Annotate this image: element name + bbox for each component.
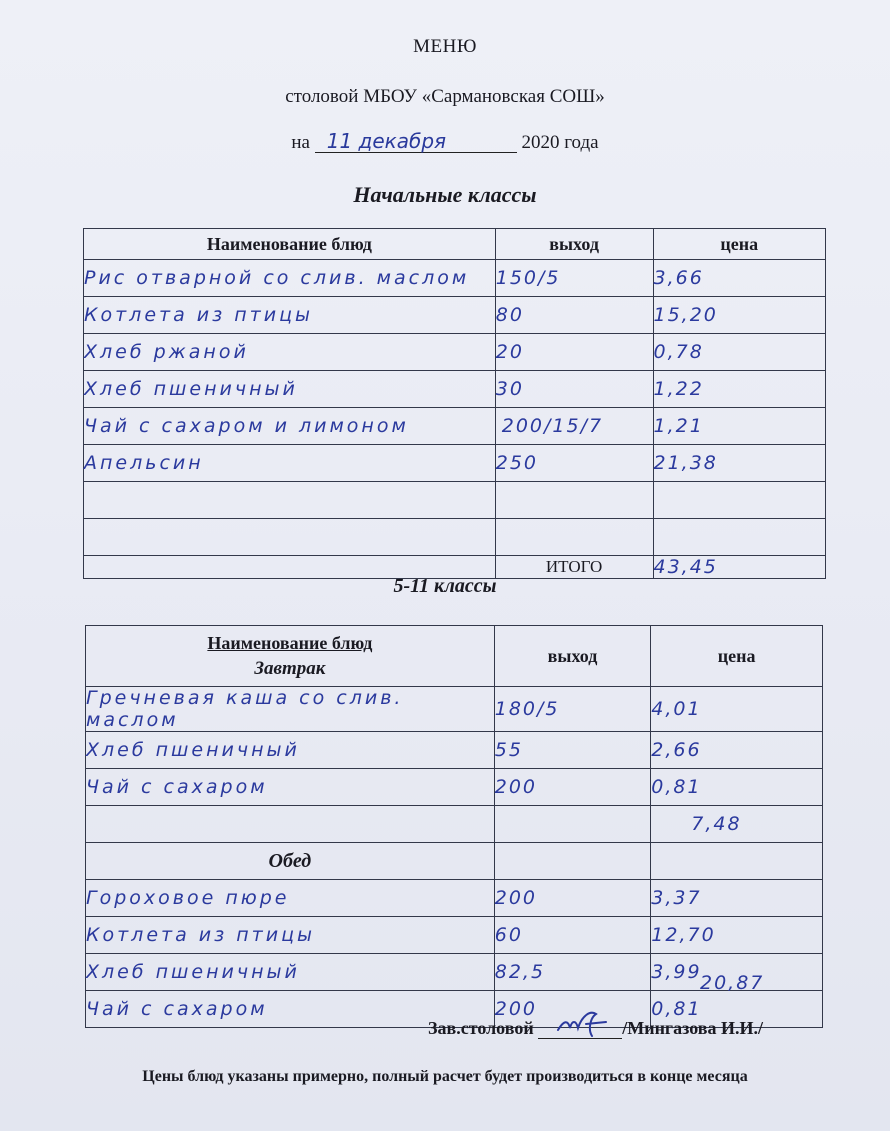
dish-output: 200 xyxy=(494,991,651,1028)
dish-price: 0,81 xyxy=(651,991,823,1028)
menu-table-primary xyxy=(83,228,826,579)
dish-output: 200 xyxy=(494,769,651,806)
table-row xyxy=(86,880,823,917)
dish-name xyxy=(84,482,496,519)
dish-output: 80 xyxy=(495,297,653,334)
column-header-output: выход xyxy=(494,626,651,687)
dish-output: 200 xyxy=(494,880,651,917)
table-row xyxy=(84,519,826,556)
dish-output: 55 xyxy=(494,732,651,769)
handwritten-date: 11 декабря xyxy=(315,130,517,153)
dish-price: 3,99 xyxy=(651,954,823,991)
dish-name: Гречневая каша со слив. маслом xyxy=(86,687,495,732)
dish-price: 4,01 xyxy=(651,687,823,732)
dish-output: 200/15/7 xyxy=(495,408,653,445)
table-row xyxy=(84,297,826,334)
dish-price: 2,66 xyxy=(651,732,823,769)
dish-name: Хлеб пшеничный xyxy=(84,371,496,408)
document-title: МЕНЮ xyxy=(413,36,477,57)
dish-price xyxy=(653,482,826,519)
dish-price: 15,20 xyxy=(653,297,826,334)
table-row xyxy=(84,482,826,519)
menu-table-secondary xyxy=(85,625,823,1028)
dish-name: Котлета из птицы xyxy=(86,917,495,954)
dish-price: 12,70 xyxy=(651,917,823,954)
table-row xyxy=(84,260,826,297)
date-line xyxy=(0,130,890,154)
breakfast-total: 7,48 xyxy=(651,806,823,843)
signature-field xyxy=(538,1018,622,1039)
lunch-label: Обед xyxy=(86,843,495,880)
table-header-row xyxy=(84,229,826,260)
dish-name: Хлеб ржаной xyxy=(84,334,496,371)
dish-output: 20 xyxy=(495,334,653,371)
table-row xyxy=(86,687,823,732)
column-header-name-cell xyxy=(86,626,495,687)
column-header-price: цена xyxy=(651,626,823,687)
dish-output: 150/5 xyxy=(495,260,653,297)
date-suffix: 2020 года xyxy=(521,132,599,153)
dish-name: Котлета из птицы xyxy=(84,297,496,334)
lunch-header-row xyxy=(86,843,823,880)
subtotal-row xyxy=(86,806,823,843)
dish-name xyxy=(84,519,496,556)
subtotal-empty-cell xyxy=(86,806,495,843)
total-value: 43,45 xyxy=(653,556,826,579)
signature-prefix: Зав.столовой xyxy=(428,1018,534,1038)
table-row xyxy=(86,769,823,806)
subtotal-empty-cell xyxy=(494,806,651,843)
column-header-name: Наименование блюд xyxy=(84,229,496,260)
table-header-row xyxy=(86,626,823,687)
table-row xyxy=(84,445,826,482)
dish-name: Рис отварной со слив. маслом xyxy=(84,260,496,297)
dish-name: Чай с сахаром xyxy=(86,769,495,806)
section-title-primary: Начальные классы xyxy=(353,182,537,207)
dish-price: 0,78 xyxy=(653,334,826,371)
dish-price: 21,38 xyxy=(653,445,826,482)
empty-cell xyxy=(494,843,651,880)
dish-output: 30 xyxy=(495,371,653,408)
dish-name: Чай с сахаром xyxy=(86,991,495,1028)
dish-output: 60 xyxy=(494,917,651,954)
dish-name: Гороховое пюре xyxy=(86,880,495,917)
dish-price: 3,37 xyxy=(651,880,823,917)
column-header-name: Наименование блюд xyxy=(207,632,373,653)
dish-output xyxy=(495,519,653,556)
table-row xyxy=(84,408,826,445)
signature-line xyxy=(428,1018,763,1039)
dish-name: Апельсин xyxy=(84,445,496,482)
breakfast-label: Завтрак xyxy=(254,657,326,679)
handwritten-signature xyxy=(556,1006,610,1038)
section-title-secondary: 5-11 классы xyxy=(393,575,497,597)
document-subtitle: столовой МБОУ «Сармановская СОШ» xyxy=(285,86,605,107)
signature-name: /Мингазова И.И./ xyxy=(622,1018,764,1038)
column-header-output: выход xyxy=(495,229,653,260)
dish-price xyxy=(653,519,826,556)
table-row xyxy=(84,371,826,408)
dish-output: 82,5 xyxy=(494,954,651,991)
dish-output: 250 xyxy=(495,445,653,482)
dish-price: 0,81 xyxy=(651,769,823,806)
dish-name: Чай с сахаром и лимоном xyxy=(84,408,496,445)
lunch-total: 20,87 xyxy=(700,972,765,994)
dish-output xyxy=(495,482,653,519)
dish-name: Хлеб пшеничный xyxy=(86,732,495,769)
table-row xyxy=(84,334,826,371)
dish-name: Хлеб пшеничный xyxy=(86,954,495,991)
dish-output: 180/5 xyxy=(494,687,651,732)
table-row xyxy=(86,917,823,954)
empty-cell xyxy=(651,843,823,880)
total-label: ИТОГО xyxy=(495,556,653,579)
column-header-price: цена xyxy=(653,229,826,260)
table-row xyxy=(86,732,823,769)
footer-note: Цены блюд указаны примерно, полный расчет будет производиться в конце месяца xyxy=(142,1068,748,1085)
dish-price: 1,21 xyxy=(653,408,826,445)
dish-price: 1,22 xyxy=(653,371,826,408)
date-prefix: на xyxy=(291,132,310,153)
dish-price: 3,66 xyxy=(653,260,826,297)
